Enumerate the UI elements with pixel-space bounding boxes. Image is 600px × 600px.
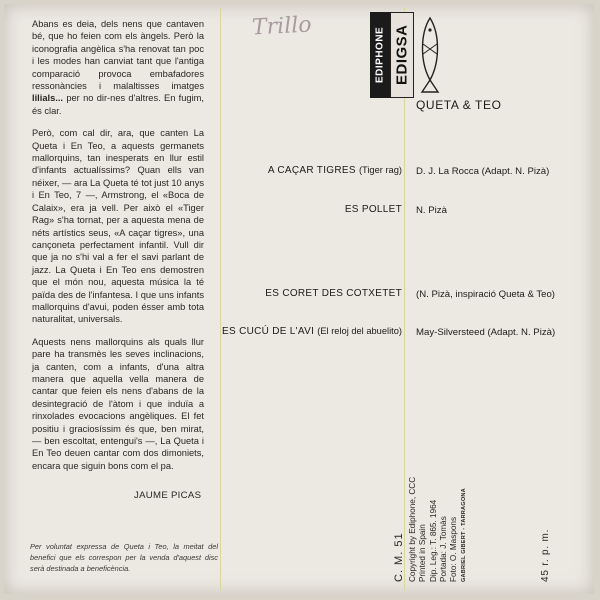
track-2-title: ES POLLET <box>344 204 402 215</box>
track-3-credit: (N. Pizà, inspiració Queta & Teo) <box>416 289 555 300</box>
liner-notes <box>32 18 204 482</box>
liner-paragraph-2: Però, com cal dir, ara, que canten La Queta i En Teo, a aquests germanets mallorquins, tan inesperats en llur estil d'infants actualíssims? Quan ells van néixer, — ara La Queta té tot just 10 anys i En Teo, 7 —, Armstrong, el «Boca de Calaix», era ja vell. Per això el «Tiger Rag» s'ha tornat, per a aquesta mena de néts artístics seus, «A caçar tigres», una cançoneta perfectament infantil. Vull dir que ja no s'hi val a fer el savi parlant de jazz. La Queta i En Teo ens demostren que el món nou, aquesta música la té païda des de l'infantesa. I que uns infants mallorquins d'avui, poden ésser amb tota naturalitat, universals. <box>32 128 204 325</box>
liner-author: JAUME PICAS <box>134 490 202 501</box>
divider-line-left <box>220 8 221 590</box>
track-1-title: A CAÇAR TIGRES (Tiger rag) <box>267 165 402 176</box>
record-sleeve-back <box>4 4 594 594</box>
track-2-credit: N. Pizà <box>416 205 447 216</box>
charity-footnote: Per voluntat expressa de Queta i Teo, la meitat del benefici que els correspon per la venda d'aquest disc serà destinada a beneficència. <box>30 542 218 573</box>
track-4-credit: May-Silversteed (Adapt. N. Pizà) <box>416 327 556 338</box>
catalog-number: C. M. 51 <box>393 532 405 582</box>
liner-paragraph-3: Aquests nens mallorquins als quals llur pare ha transmès les seves inclinacions, ja canten, com a infants, d'una altra manera que aquella vella manera de cantar que feien els nens d'abans de la desintegració de l'àtom i que induïa a rinxolades evocacions angèliques. El fet positiu i graciosíssim és que, ben mirat, — ben escoltat, entengui's —, La Queta i En Teo deuen cantar com dos dimoniets, encara que siguin bons com el pa. <box>32 336 204 471</box>
speed-label: 45 r. p. m. <box>540 528 551 582</box>
brand-edigsa-label: EDIGSA <box>390 12 414 98</box>
track-4-title: ES CUCÚ DE L'AVI (El reloj del abuelito) <box>222 326 402 337</box>
liner-paragraph-1: Abans es deia, dels nens que cantaven bé, que ho feien com els àngels. Però la iconografia angèlica s'ha renovat tan poc i les modes han canviat tant que l'antiga comparació provoca embafadores ressonàncies i malaltisses imatges lilials... per no dir-nes d'altres. En fugim, és clar. <box>32 19 204 116</box>
fish-logo-icon <box>418 14 442 96</box>
artist-name: QUETA & TEO <box>416 98 502 112</box>
brand-ediphone-label: EDIPHONE <box>370 12 390 98</box>
track-3-title: ES CORET DES COTXETET <box>265 288 402 299</box>
handwritten-note: Trillo <box>251 12 313 41</box>
brand-logo <box>368 12 424 98</box>
copyright-block: Copyright by Ediphone, CCC Printed in Spain Dip. Leg.: T. 865. 1964 Portada: J. Tomàs Foto: O. Maspons GABRIEL GIBERT - TARRAGONA <box>408 476 468 582</box>
track-1-credit: D. J. La Rocca (Adapt. N. Pizà) <box>416 166 550 177</box>
